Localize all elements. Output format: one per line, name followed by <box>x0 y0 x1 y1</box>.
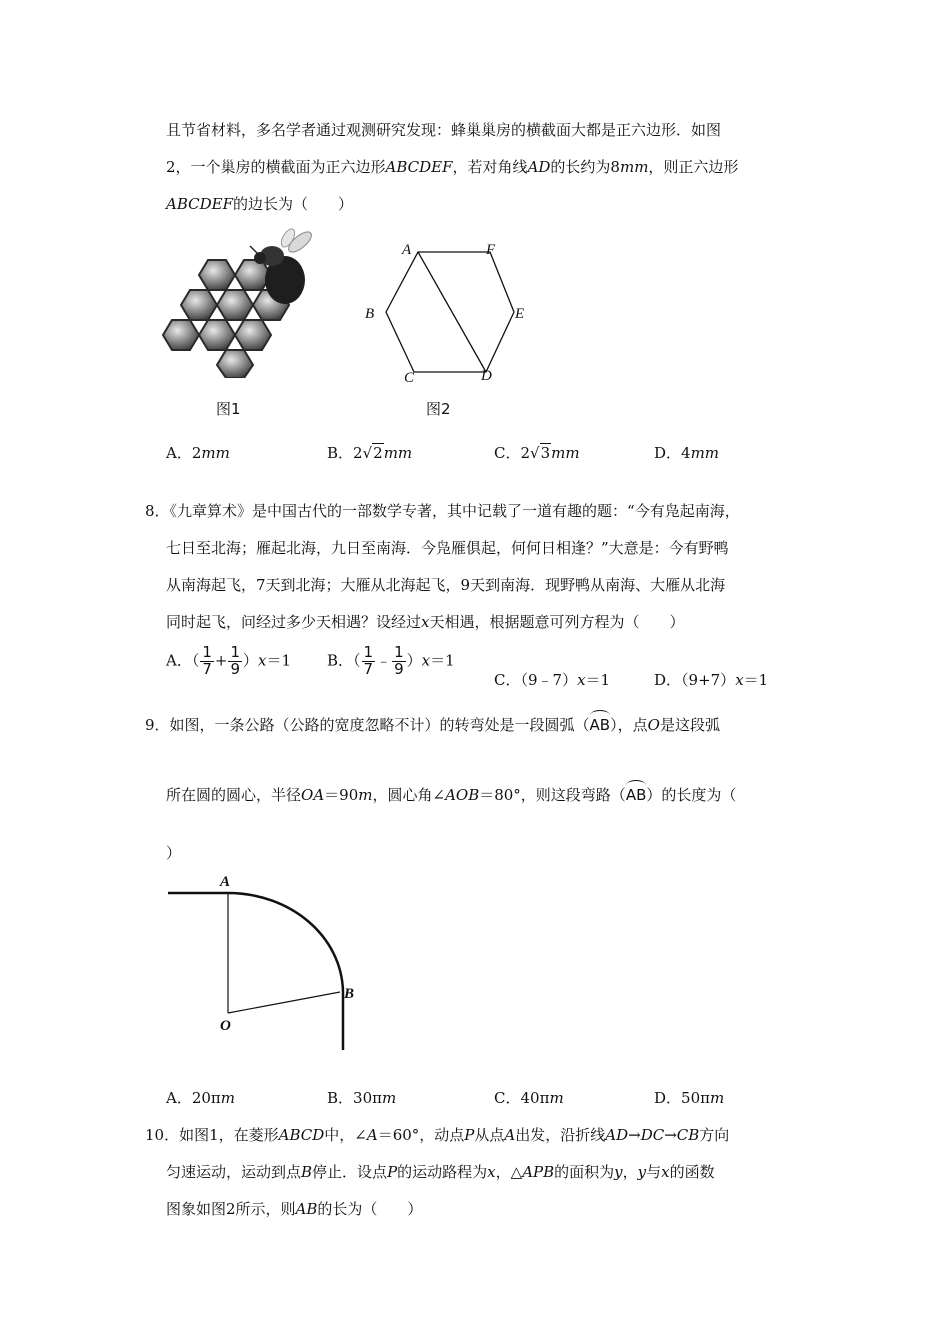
hex-label-c: C <box>404 370 415 386</box>
q7-option-b[interactable]: B．2√2mm <box>327 444 413 462</box>
road-label-a: A <box>220 874 231 890</box>
q10-line-2: 匀速运动，运动到点B停止．设点P的运动路程为x，△APB的面积为y，y与x的函数 <box>166 1163 715 1181</box>
hex-label-d: D <box>481 368 492 384</box>
q8-line-1: 8．《九章算术》是中国古代的一部数学专著，其中记载了一道有趣的题：“今有凫起南海， <box>145 502 740 520</box>
hexagon-figure <box>360 236 530 386</box>
arc-ab-symbol: AB <box>626 780 647 804</box>
q8-option-b[interactable]: B．（ $\frac{1}{7}$ ﹣ $\frac{1}{9}$ ）x＝1 <box>327 643 455 678</box>
q9-line-3: ） <box>166 844 182 862</box>
q7-line-2: 2，一个巢房的横截面为正六边形ABCDEF，若对角线AD的长约为8mm，则正六边形 <box>166 158 739 176</box>
q8-option-c[interactable]: C．（9﹣7）x＝1 <box>494 671 611 689</box>
q8-option-d[interactable]: D．（9+7）x＝1 <box>654 671 769 689</box>
q9-option-c[interactable]: C．40πm <box>494 1089 564 1107</box>
fraction: $\frac{1}{7}$ <box>202 643 212 678</box>
q10-line-3: 图象如图2所示，则AB的长为（ ） <box>166 1200 423 1218</box>
q9-option-d[interactable]: D．50πm <box>654 1089 725 1107</box>
hex-label-f: F <box>486 242 496 258</box>
q7-line-1: 且节省材料，多名学者通过观测研究发现：蜂巢巢房的横截面大都是正六边形．如图 <box>166 121 722 139</box>
fraction: $\frac{1}{7}$ <box>363 643 374 678</box>
q10-line-1: 10．如图1，在菱形ABCD中，∠A＝60°，动点P从点A出发，沿折线AD→DC→CB方向 <box>145 1126 730 1144</box>
hex-label-b: B <box>365 306 375 322</box>
sqrt-symbol: √3 <box>530 444 551 462</box>
q7-option-d[interactable]: D．4mm <box>654 444 720 462</box>
hex-label-e: E <box>515 306 525 322</box>
q9-option-b[interactable]: B．30πm <box>327 1089 397 1107</box>
q9-line-2: 所在圆的圆心，半径OA＝90m，圆心角∠AOB＝80°，则这段弯路（AB）的长度为（ <box>166 780 736 805</box>
q8-option-a[interactable]: A．（ $\frac{1}{7}$ + $\frac{1}{9}$ ）x＝1 <box>166 643 292 678</box>
q7-option-c[interactable]: C．2√3mm <box>494 444 580 462</box>
q8-line-4: 同时起飞，问经过多少天相遇？设经过x天相遇，根据题意可列方程为（ ） <box>166 613 685 631</box>
road-label-o: O <box>220 1018 231 1034</box>
road-arc-figure <box>160 868 370 1058</box>
hex-label-a: A <box>402 242 412 258</box>
q8-line-2: 七日至北海；雁起北海，九日至南海．今凫雁俱起，何何日相逢？”大意是：今有野鸭 <box>166 539 729 557</box>
sqrt-symbol: √2 <box>362 444 383 462</box>
honeycomb-bee-figure <box>160 228 320 378</box>
fig2-caption: 图2 <box>426 400 451 418</box>
q9-line-1: 9．如图，一条公路（公路的宽度忽略不计）的转弯处是一段圆弧（AB），点O是这段弧 <box>145 710 720 735</box>
fig1-caption: 图1 <box>216 400 241 418</box>
fraction: $\frac{1}{9}$ <box>230 643 241 678</box>
q7-line-3: ABCDEF的边长为（ ） <box>166 195 354 213</box>
q9-option-a[interactable]: A．20πm <box>166 1089 236 1107</box>
road-label-b: B <box>344 986 355 1002</box>
q7-option-a[interactable]: A．2mm <box>166 444 230 462</box>
fraction: $\frac{1}{9}$ <box>394 643 404 678</box>
arc-ab-symbol: AB <box>590 710 611 734</box>
q8-line-3: 从南海起飞，7天到北海；大雁从北海起飞，9天到南海．现野鸭从南海、大雁从北海 <box>166 576 726 594</box>
